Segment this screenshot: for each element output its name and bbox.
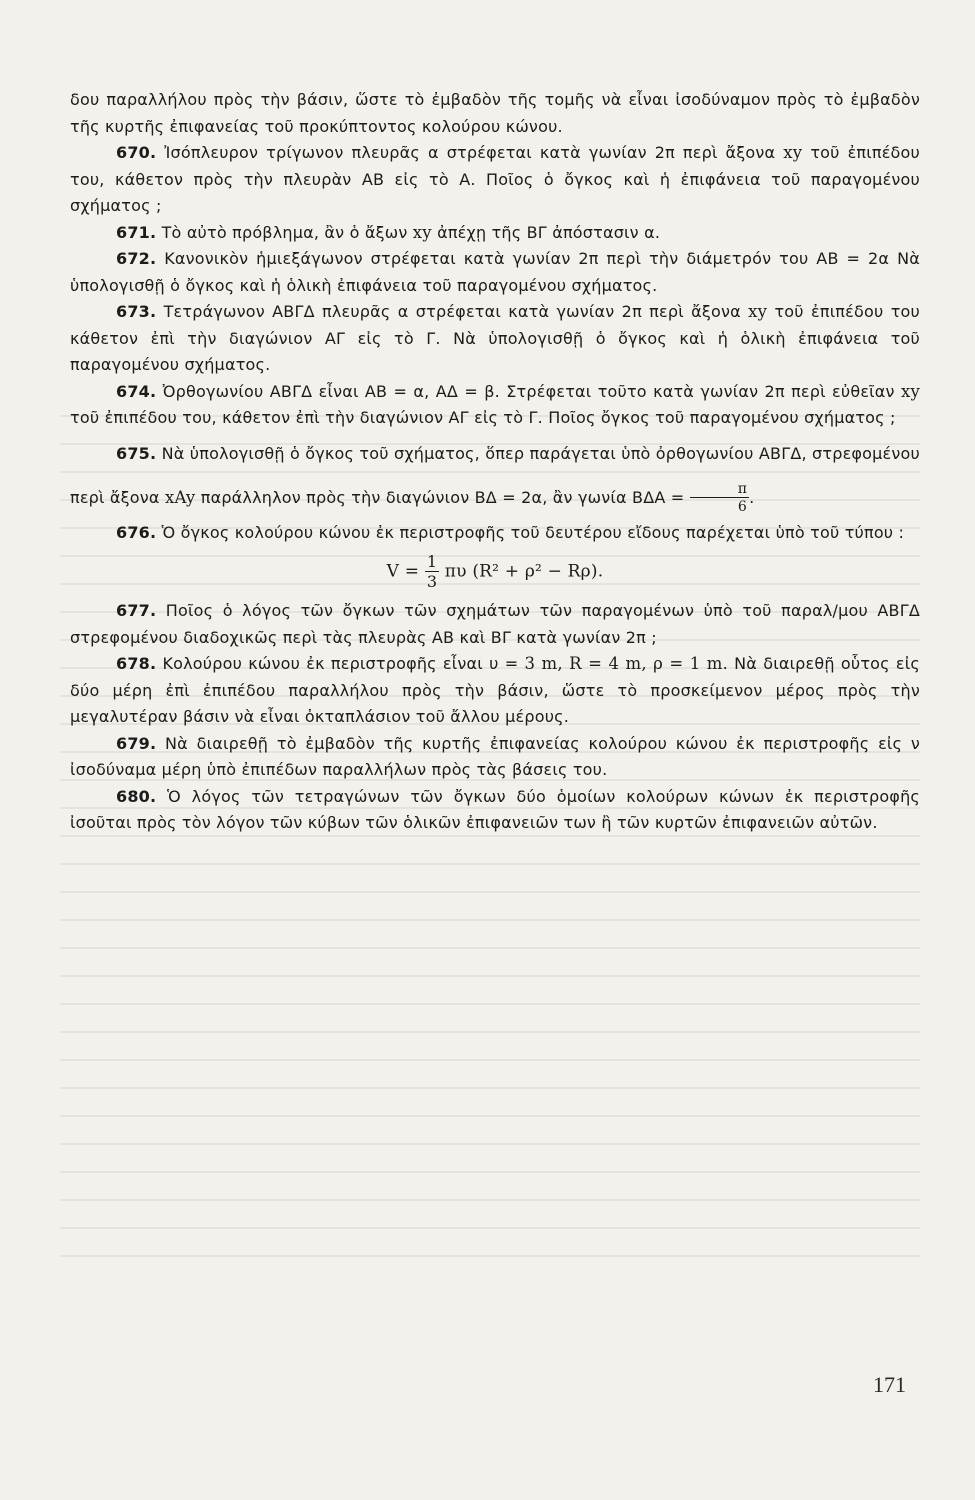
exercise-680: 680. Ὁ λόγος τῶν τετραγώνων τῶν ὄγκων δύο ὁμοίων κολούρων κώνων ἐκ περιστροφῆς ἰσοῦται πρὸς τὸν λόγον τῶν κύβων τῶν ὁλικῶν ἐπιφανειῶν των ἢ τῶν κυρτῶν ἐπιφανειῶν αὐτῶν.	[70, 786, 920, 832]
exercise-673: 673. Τετράγωνον ΑΒΓΔ πλευρᾶς α στρέφεται κατὰ γωνίαν 2π περὶ ἄξονα xy τοῦ ἐπιπέδου του κάθετον ἐπὶ τὴν διαγώνιον ΑΓ εἰς τὸ Γ. Νὰ ὑπολογισθῇ ὁ ὄγκος καὶ ἡ ὁλικὴ ἐπιφάνεια τοῦ παραγομένου σχήματος.	[70, 302, 920, 374]
exercise-number: 678.	[116, 654, 157, 673]
exercise-678: 678. Κολούρου κώνου ἐκ περιστροφῆς εἶναι υ = 3 m, R = 4 m, ρ = 1 m. Νὰ διαιρεθῇ οὗτος εἰς δύο μέρη ἐπὶ ἐπιπέδου παραλλήλου πρὸς τὴν βάσιν, ὥστε τὸ προσκείμενον μέρος πρὸς τὴν μεγαλυτέραν βάσιν νὰ εἶναι ὀκταπλάσιον τοῦ ἄλλου μέρους.	[70, 654, 920, 726]
exercise-677: 677. Ποῖος ὁ λόγος τῶν ὄγκων τῶν σχημάτων τῶν παραγομένων ὑπὸ τοῦ παραλ/μου ΑΒΓΔ στρεφομένου διαδοχικῶς περὶ τὰς πλευρὰς ΑΒ καὶ ΒΓ κατὰ γωνίαν 2π ;	[70, 601, 920, 647]
exercise-number: 674.	[116, 381, 157, 401]
exercise-679: 679. Νὰ διαιρεθῇ τὸ ἐμβαδὸν τῆς κυρτῆς ἐπιφανείας κολούρου κώνου ἐκ περιστροφῆς εἰς ν ἰσοδύναμα μέρη ὑπὸ ἐπιπέδων παραλλήλων πρὸς τὰς βάσεις του.	[70, 733, 920, 779]
continuation-paragraph: δου παραλλήλου πρὸς τὴν βάσιν, ὥστε τὸ ἐμβαδὸν τῆς τομῆς νὰ εἶναι ἰσοδύναμον πρὸς τὸ ἐμβαδὸν τῆς κυρτῆς ἐπιφανείας τοῦ προκύπτοντος κολούρου κώνου.	[70, 90, 920, 136]
exercise-674: 674. Ὀρθογωνίου ΑΒΓΔ εἶναι ΑΒ = α, ΑΔ = β. Στρέφεται τοῦτο κατὰ γωνίαν 2π περὶ εὐθεῖαν xy τοῦ ἐπιπέδου του, κάθετον ἐπὶ τὴν διαγώνιον ΑΓ εἰς τὸ Γ. Ποῖος ὄγκος τοῦ παραγομένου σχήματος ;	[70, 381, 920, 427]
exercise-number: 671.	[116, 222, 157, 242]
exercise-number: 680.	[116, 786, 157, 806]
exercise-number: 679.	[116, 733, 157, 753]
exercise-number: 676.	[116, 522, 157, 542]
exercise-670: 670. Ἰσόπλευρον τρίγωνον πλευρᾶς α στρέφεται κατὰ γωνίαν 2π περὶ ἄξονα xy τοῦ ἐπιπέδου του, κάθετον πρὸς τὴν πλευρὰν ΑΒ εἰς τὸ Α. Ποῖος ὁ ὄγκος καὶ ἡ ἐπιφάνεια τοῦ παραγομένου σχήματος ;	[70, 143, 920, 215]
exercise-number: 677.	[116, 601, 157, 620]
exercise-676: 676. Ὁ ὄγκος κολούρου κώνου ἐκ περιστροφῆς τοῦ δευτέρου εἴδους παρέχεται ὑπὸ τοῦ τύπου :	[116, 522, 905, 542]
frustum-volume-formula: V = $\frac{1}{3}$ πυ (R² + ρ² − Rρ).	[386, 552, 604, 591]
exercise-675: 675. Νὰ ὑπολογισθῇ ὁ ὄγκος τοῦ σχήματος, ὅπερ παράγεται ὑπὸ ὀρθογωνίου ΑΒΓΔ, στρεφομένου περὶ ἄξονα xAy παράλληλον πρὸς τὴν διαγώνιον ΒΔ = 2α, ἂν γωνία ΒΔΑ = $\frac{\pi}{6}$ .	[70, 443, 920, 515]
pi-over-six-fraction: $\frac{\pi}{6}$	[690, 482, 749, 514]
exercise-671: 671. Τὸ αὐτὸ πρόβλημα, ἂν ὁ ἄξων xy ἀπέχῃ τῆς ΒΓ ἀπόστασιν α.	[116, 222, 661, 242]
one-third-fraction: $\frac{1}{3}$	[426, 552, 438, 591]
exercise-text	[70, 87, 920, 837]
exercise-number: 673.	[116, 302, 157, 321]
exercise-number: 675.	[116, 443, 157, 463]
exercise-672: 672. Κανονικὸν ἡμιεξάγωνον στρέφεται κατὰ γωνίαν 2π περὶ τὴν διάμετρόν του ΑΒ = 2α Νὰ ὑπολογισθῇ ὁ ὄγκος καὶ ἡ ὁλικὴ ἐπιφάνεια τοῦ παραγομένου σχήματος.	[70, 249, 920, 295]
exercise-number: 670.	[116, 143, 157, 162]
exercise-number: 672.	[116, 249, 157, 268]
page-number: 171	[873, 1372, 906, 1397]
